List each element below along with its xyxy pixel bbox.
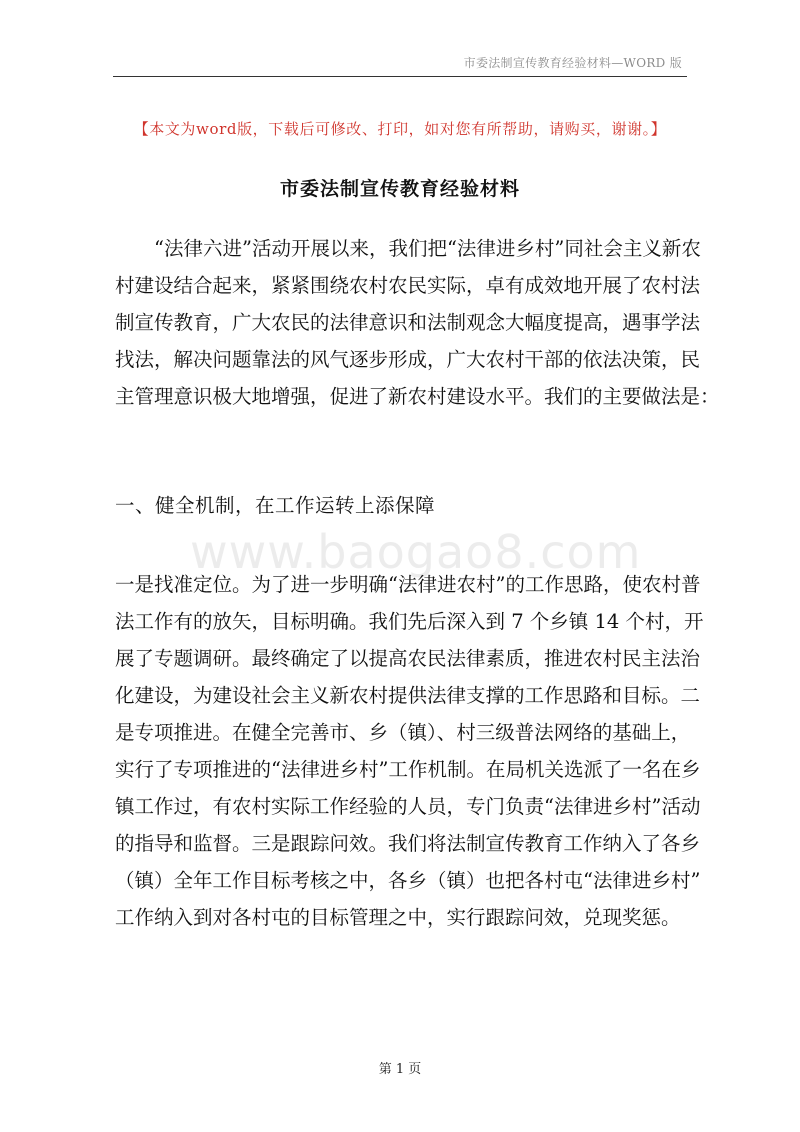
paragraph-line: 法工作有的放矢，目标明确。我们先后深入到 7 个乡镇 14 个村，开 bbox=[115, 610, 704, 633]
section-heading: 一、健全机制，在工作运转上添保障 bbox=[115, 494, 436, 517]
paragraph-line: 主管理意识极大地增强，促进了新农村建设水平。我们的主要做法是： bbox=[115, 385, 720, 408]
paragraph-line: 实行了专项推进的“法律进乡村”工作机制。在局机关选派了一名在乡 bbox=[115, 758, 701, 781]
document-title: 市委法制宣传教育经验材料 bbox=[279, 178, 520, 200]
paragraph-line: 工作纳入到对各村屯的目标管理之中，实行跟踪问效，兑现奖惩。 bbox=[115, 906, 681, 929]
paragraph-line: 一是找准定位。为了进一步明确“法律进农村”的工作思路，使农村普 bbox=[115, 573, 701, 596]
paragraph-line: 镇工作过，有农村实际工作经验的人员，专门负责“法律进乡村”活动 bbox=[115, 795, 701, 818]
intro-paragraph bbox=[115, 230, 720, 415]
paragraph-line: 化建设，为建设社会主义新农村提供法律支撑的工作思路和目标。二 bbox=[115, 684, 701, 707]
page-number: 第 1 页 bbox=[378, 1062, 422, 1077]
header-divider bbox=[113, 76, 687, 77]
paragraph-line: 村建设结合起来，紧紧围绕农村农民实际，卓有成效地开展了农村法 bbox=[115, 274, 701, 297]
paragraph-line: 制宣传教育，广大农民的法律意识和法制观念大幅度提高，遇事学法 bbox=[115, 311, 701, 334]
running-header: 市委法制宣传教育经验材料—WORD 版 bbox=[463, 56, 682, 70]
watermark: www.baogao8.com bbox=[190, 525, 642, 579]
purchase-notice: 【本文为word版，下载后可修改、打印，如对您有所帮助，请购买，谢谢。】 bbox=[133, 120, 667, 138]
paragraph-line: 展了专题调研。最终确定了以提高农民法律素质，推进农村民主法治 bbox=[115, 647, 701, 670]
section-paragraph bbox=[115, 566, 704, 936]
paragraph-line: 找法，解决问题靠法的风气逐步形成，广大农村干部的依法决策，民 bbox=[115, 348, 701, 371]
paragraph-line: 是专项推进。在健全完善市、乡（镇）、村三级普法网络的基础上， bbox=[115, 721, 691, 744]
paragraph-line: “法律六进”活动开展以来，我们把“法律进乡村”同社会主义新农 bbox=[115, 237, 701, 260]
paragraph-line: （镇）全年工作目标考核之中，各乡（镇）也把各村屯“法律进乡村” bbox=[115, 869, 701, 892]
paragraph-line: 的指导和监督。三是跟踪问效。我们将法制宣传教育工作纳入了各乡 bbox=[115, 832, 701, 855]
